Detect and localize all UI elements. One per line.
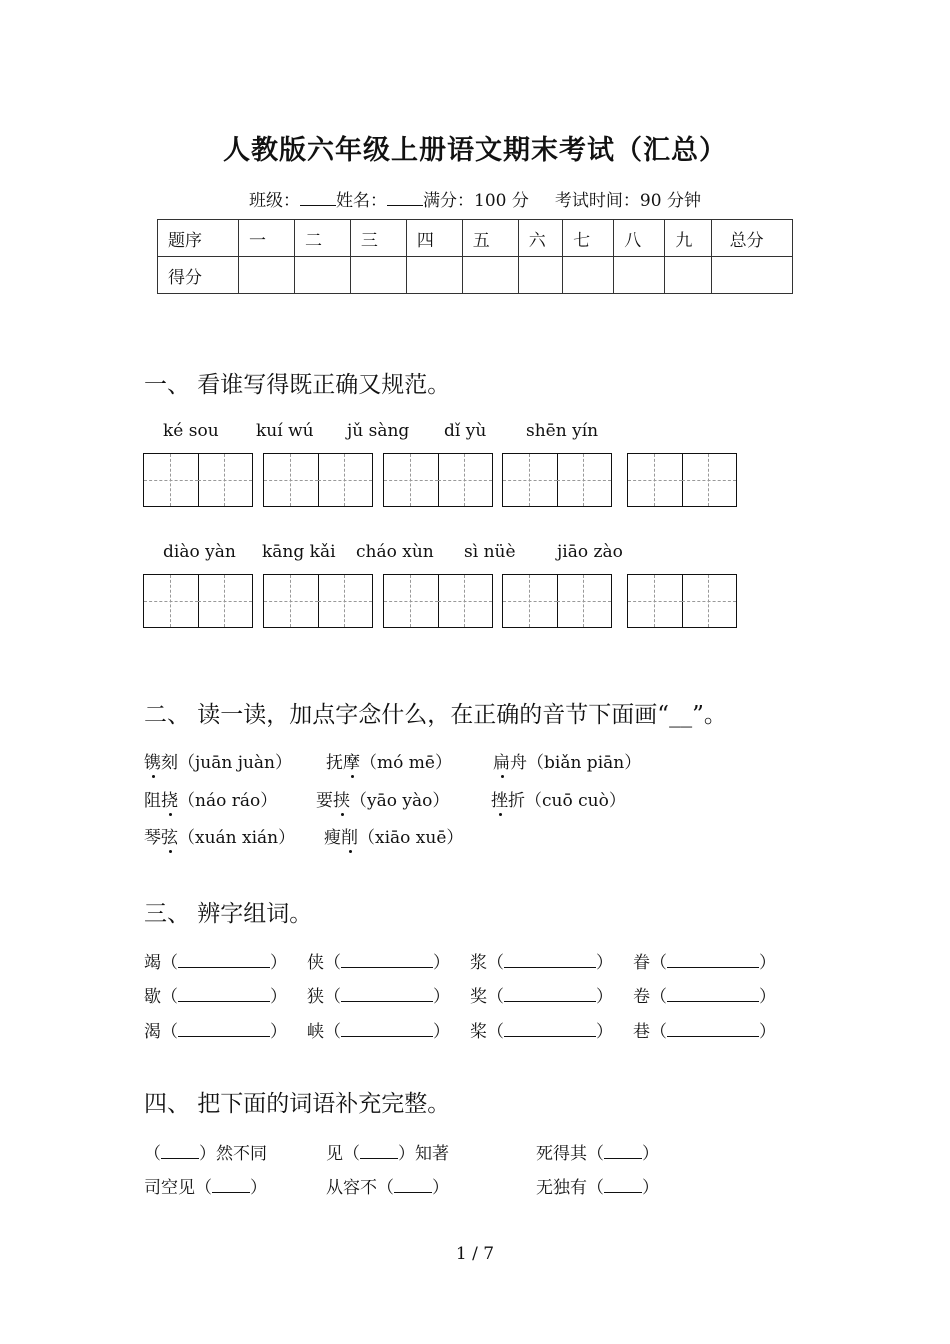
- word-item[interactable]: 峡（ ）: [307, 1022, 450, 1042]
- word-char: 侠: [307, 953, 324, 973]
- pronunciation-item[interactable]: [144, 786, 277, 811]
- score-header-cell: 八: [614, 220, 665, 257]
- answer-blank[interactable]: [341, 987, 433, 1002]
- pinyin-label: sì nüè: [464, 542, 516, 562]
- section-2-title: 二、 读一读，加点字念什么，在正确的音节下面画“__”。: [144, 702, 727, 728]
- exam-time: 考试时间：90 分钟: [554, 191, 701, 211]
- score-cell[interactable]: [665, 257, 711, 294]
- word-char: 奖: [470, 987, 487, 1007]
- word-item[interactable]: 眷（ ）: [633, 953, 776, 973]
- word-item[interactable]: 狭（ ）: [307, 987, 450, 1007]
- idiom-prefix: 从容不（: [326, 1178, 394, 1198]
- score-cell[interactable]: [462, 257, 518, 294]
- word-item[interactable]: 桨（ ）: [470, 1022, 613, 1042]
- score-cell[interactable]: [350, 257, 406, 294]
- idiom-item[interactable]: [144, 1173, 267, 1198]
- idiom-blank[interactable]: [604, 1144, 642, 1159]
- writing-grid[interactable]: [383, 453, 493, 507]
- pinyin-choices: （xiāo xuē）: [358, 828, 464, 848]
- answer-blank[interactable]: [667, 953, 759, 968]
- score-header-cell: 四: [406, 220, 462, 257]
- word-item[interactable]: 浆（ ）: [470, 953, 613, 973]
- score-cell[interactable]: [711, 257, 792, 294]
- score-cell[interactable]: [294, 257, 350, 294]
- pinyin-label: shēn yín: [526, 421, 599, 441]
- idiom-suffix: ）: [432, 1178, 449, 1198]
- idiom-blank[interactable]: [161, 1144, 199, 1159]
- page-title: 人教版六年级上册语文期末考试（汇总）: [223, 135, 727, 166]
- answer-blank[interactable]: [341, 953, 433, 968]
- writing-grid[interactable]: [263, 453, 373, 507]
- word-char: 桨: [470, 1022, 487, 1042]
- idiom-suffix: ）: [642, 1178, 659, 1198]
- section-4-title: 四、 把下面的词语补充完整。: [144, 1091, 451, 1117]
- score-cell[interactable]: [518, 257, 562, 294]
- section-1-title: 一、 看谁写得既正确又规范。: [144, 372, 451, 398]
- item-suffix: 刻: [161, 753, 178, 773]
- pronunciation-item[interactable]: [144, 823, 295, 848]
- answer-blank[interactable]: [504, 1022, 596, 1037]
- pinyin-choices: （náo ráo）: [178, 791, 278, 811]
- idiom-prefix: （: [144, 1144, 161, 1164]
- answer-blank[interactable]: [504, 987, 596, 1002]
- writing-grid[interactable]: [502, 453, 612, 507]
- name-label: 姓名：: [336, 191, 388, 211]
- dotted-char: 扁: [493, 753, 510, 773]
- dotted-char: 挟: [333, 791, 350, 811]
- idiom-suffix: ）: [250, 1178, 267, 1198]
- pronunciation-item[interactable]: [316, 786, 449, 811]
- item-prefix: 瘦: [324, 828, 341, 848]
- score-row-label: 得分: [158, 257, 239, 294]
- pronunciation-item[interactable]: [326, 748, 452, 773]
- score-cell[interactable]: [563, 257, 614, 294]
- word-item[interactable]: 渴（ ）: [144, 1022, 287, 1042]
- dotted-char: 挠: [161, 791, 178, 811]
- word-char: 渴: [144, 1022, 161, 1042]
- score-header-cell: 总分: [711, 220, 792, 257]
- idiom-suffix: ）然不同: [199, 1144, 267, 1164]
- idiom-prefix: 无独有（: [536, 1178, 604, 1198]
- class-blank[interactable]: [300, 191, 336, 206]
- word-char: 狭: [307, 987, 324, 1007]
- score-table-header-row: [158, 220, 793, 257]
- pinyin-label: jiāo zào: [557, 542, 623, 562]
- writing-grid[interactable]: [627, 453, 737, 507]
- pronunciation-item[interactable]: [493, 748, 641, 773]
- full-score: 满分：100 分: [423, 191, 529, 211]
- name-blank[interactable]: [387, 191, 423, 206]
- word-char: 歇: [144, 987, 161, 1007]
- answer-blank[interactable]: [178, 1022, 270, 1037]
- dotted-char: 弦: [161, 828, 178, 848]
- score-cell[interactable]: [239, 257, 295, 294]
- word-item[interactable]: 巷（ ）: [633, 1022, 776, 1042]
- answer-blank[interactable]: [178, 953, 270, 968]
- idiom-prefix: 见（: [326, 1144, 360, 1164]
- answer-blank[interactable]: [667, 987, 759, 1002]
- score-table-score-row: [158, 257, 793, 294]
- idiom-prefix: 司空见（: [144, 1178, 212, 1198]
- idiom-item[interactable]: [536, 1139, 659, 1164]
- pinyin-label: kuí wú: [256, 421, 314, 441]
- section-3-title: 三、 辨字组词。: [144, 901, 313, 927]
- word-item[interactable]: 奖（ ）: [470, 987, 613, 1007]
- word-char: 卷: [633, 987, 650, 1007]
- word-item[interactable]: 歇（ ）: [144, 987, 287, 1007]
- score-header-cell: 三: [350, 220, 406, 257]
- idiom-prefix: 死得其（: [536, 1144, 604, 1164]
- answer-blank[interactable]: [667, 1022, 759, 1037]
- writing-grid[interactable]: [627, 574, 737, 628]
- page-number: 1 / 7: [455, 1244, 495, 1264]
- pinyin-choices: （cuō cuò）: [525, 791, 626, 811]
- item-prefix: 阻: [144, 791, 161, 811]
- pronunciation-item[interactable]: [491, 786, 626, 811]
- item-suffix: 折: [508, 791, 525, 811]
- pinyin-choices: （mó mē）: [360, 753, 452, 773]
- word-char: 巷: [633, 1022, 650, 1042]
- dotted-char: 挫: [491, 791, 508, 811]
- idiom-blank[interactable]: [212, 1178, 250, 1193]
- word-item[interactable]: 卷（ ）: [633, 987, 776, 1007]
- score-header-cell: 九: [665, 220, 711, 257]
- score-header-cell: 六: [518, 220, 562, 257]
- score-table: [157, 219, 793, 294]
- writing-grid[interactable]: [263, 574, 373, 628]
- pinyin-choices: （biǎn piān）: [527, 753, 642, 773]
- score-header-cell: 五: [462, 220, 518, 257]
- answer-blank[interactable]: [178, 987, 270, 1002]
- pronunciation-item[interactable]: [144, 748, 292, 773]
- score-header-cell: 题序: [158, 220, 239, 257]
- score-header-cell: 一: [239, 220, 295, 257]
- idiom-item[interactable]: [536, 1173, 659, 1198]
- idiom-item[interactable]: [144, 1139, 267, 1164]
- answer-blank[interactable]: [504, 953, 596, 968]
- class-label: 班级：: [249, 191, 301, 211]
- dotted-char: 削: [341, 828, 358, 848]
- idiom-blank[interactable]: [360, 1144, 398, 1159]
- dotted-char: 镌: [144, 753, 161, 773]
- pinyin-label: kāng kǎi: [262, 542, 336, 562]
- score-cell[interactable]: [406, 257, 462, 294]
- item-prefix: 抚: [326, 753, 343, 773]
- idiom-blank[interactable]: [604, 1178, 642, 1193]
- pronunciation-item[interactable]: [324, 823, 463, 848]
- word-char: 眷: [633, 953, 650, 973]
- pinyin-label: ké sou: [163, 421, 219, 441]
- pinyin-label: dǐ yù: [444, 421, 487, 441]
- exam-info: [0, 186, 950, 211]
- score-header-cell: 二: [294, 220, 350, 257]
- word-item[interactable]: 竭（ ）: [144, 953, 287, 973]
- writing-grid[interactable]: [502, 574, 612, 628]
- idiom-blank[interactable]: [394, 1178, 432, 1193]
- answer-blank[interactable]: [341, 1022, 433, 1037]
- pinyin-label: diào yàn: [163, 542, 236, 562]
- writing-grid[interactable]: [383, 574, 493, 628]
- idiom-item[interactable]: [326, 1173, 449, 1198]
- writing-grid[interactable]: [143, 574, 253, 628]
- word-char: 峡: [307, 1022, 324, 1042]
- idiom-suffix: ）: [642, 1144, 659, 1164]
- pinyin-label: jǔ sàng: [347, 421, 410, 441]
- score-header-cell: 七: [563, 220, 614, 257]
- pinyin-choices: （juān juàn）: [178, 753, 293, 773]
- item-suffix: 舟: [510, 753, 527, 773]
- word-item[interactable]: 侠（ ）: [307, 953, 450, 973]
- pinyin-choices: （xuán xián）: [178, 828, 296, 848]
- word-char: 浆: [470, 953, 487, 973]
- pinyin-choices: （yāo yào）: [350, 791, 450, 811]
- dotted-char: 摩: [343, 753, 360, 773]
- item-prefix: 琴: [144, 828, 161, 848]
- word-char: 竭: [144, 953, 161, 973]
- score-cell[interactable]: [614, 257, 665, 294]
- idiom-suffix: ）知著: [398, 1144, 449, 1164]
- pinyin-label: cháo xùn: [356, 542, 434, 562]
- writing-grid[interactable]: [143, 453, 253, 507]
- idiom-item[interactable]: [326, 1139, 449, 1164]
- item-prefix: 要: [316, 791, 333, 811]
